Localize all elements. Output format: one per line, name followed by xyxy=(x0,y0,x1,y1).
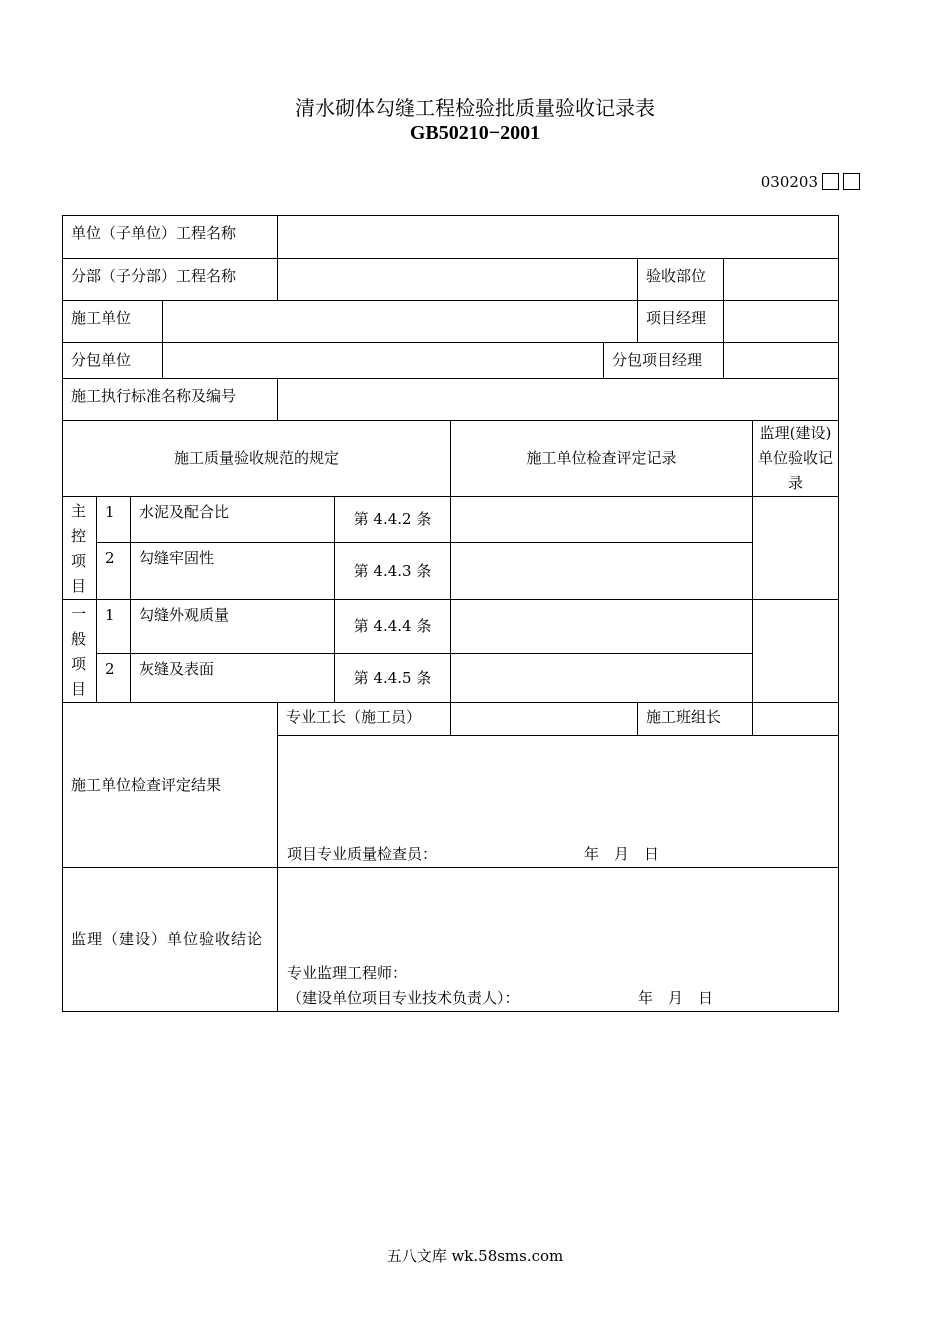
main-item-row-1 xyxy=(63,497,839,543)
general-item-2-no: 2 xyxy=(97,654,131,703)
label-construction-unit: 施工单位 xyxy=(63,301,163,343)
field-team-leader[interactable] xyxy=(753,703,839,736)
row-construction-unit xyxy=(63,301,839,343)
general-item-2-name: 灰缝及表面 xyxy=(131,654,335,703)
general-item-1-name: 勾缝外观质量 xyxy=(131,600,335,654)
footer-watermark: 五八文库 wk.58sms.com xyxy=(386,1247,564,1265)
label-supervision-conclusion: 监理（建设）单位验收结论 xyxy=(63,868,278,1012)
result-date: 年 月 日 xyxy=(584,845,660,863)
general-item-row-2 xyxy=(63,654,839,703)
general-item-1-check[interactable] xyxy=(451,600,753,654)
row-sub-project xyxy=(63,259,839,301)
label-subcontract-unit: 分包单位 xyxy=(63,343,163,379)
row-unit-project xyxy=(63,216,839,259)
general-items-supervision[interactable] xyxy=(753,600,839,703)
main-item-2-clause: 第 4.4.3 条 xyxy=(335,543,451,600)
general-item-2-clause: 第 4.4.5 条 xyxy=(335,654,451,703)
field-unit-project-name[interactable] xyxy=(278,216,839,259)
main-item-row-2 xyxy=(63,543,839,600)
acceptance-form-table xyxy=(62,215,839,1012)
field-sub-project-name[interactable] xyxy=(278,259,638,301)
form-code-box-1[interactable] xyxy=(822,173,839,190)
label-unit-project-name: 单位（子单位）工程名称 xyxy=(63,216,278,259)
general-item-1-no: 1 xyxy=(97,600,131,654)
label-acceptance-part: 验收部位 xyxy=(638,259,724,301)
label-foreman: 专业工长（施工员） xyxy=(278,703,451,736)
conclusion-date: 年 月 日 xyxy=(638,989,714,1007)
label-team-leader: 施工班组长 xyxy=(638,703,753,736)
form-title: 清水砌体勾缝工程检验批质量验收记录表 xyxy=(295,96,655,120)
field-acceptance-part[interactable] xyxy=(724,259,839,301)
label-sub-project-name: 分部（子分部）工程名称 xyxy=(63,259,278,301)
field-standard-name[interactable] xyxy=(278,379,839,421)
conclusion-row xyxy=(63,868,839,1012)
row-subcontract-unit xyxy=(63,343,839,379)
field-subcontract-manager[interactable] xyxy=(724,343,839,379)
row-standard-name xyxy=(63,379,839,421)
header-check-record: 施工单位检查评定记录 xyxy=(451,421,753,497)
main-items-supervision[interactable] xyxy=(753,497,839,600)
result-row-signers xyxy=(63,703,839,736)
general-items-label: 一 般 项 目 xyxy=(63,600,97,703)
header-supervision-record: 监理(建设)单位验收记录 xyxy=(753,421,839,497)
field-foreman[interactable] xyxy=(451,703,638,736)
supervision-conclusion-area[interactable] xyxy=(278,868,839,1012)
field-construction-unit[interactable] xyxy=(163,301,638,343)
form-code-text: 030203 xyxy=(760,173,818,191)
main-item-1-name: 水泥及配合比 xyxy=(131,497,335,543)
label-owner-representative: （建设单位项目专业技术负责人）： xyxy=(287,989,520,1007)
main-item-1-check[interactable] xyxy=(451,497,753,543)
label-standard-name: 施工执行标准名称及编号 xyxy=(63,379,278,421)
field-project-manager[interactable] xyxy=(724,301,839,343)
main-item-2-name: 勾缝牢固性 xyxy=(131,543,335,600)
header-spec: 施工质量验收规范的规定 xyxy=(63,421,451,497)
general-item-2-check[interactable] xyxy=(451,654,753,703)
general-item-row-1 xyxy=(63,600,839,654)
main-item-1-no: 1 xyxy=(97,497,131,543)
label-supervision-engineer: 专业监理工程师： xyxy=(287,964,408,982)
field-subcontract-unit[interactable] xyxy=(163,343,604,379)
label-subcontract-manager: 分包项目经理 xyxy=(604,343,724,379)
main-items-label: 主 控 项 目 xyxy=(63,497,97,600)
main-item-1-clause: 第 4.4.2 条 xyxy=(335,497,451,543)
row-table-header xyxy=(63,421,839,497)
general-item-1-clause: 第 4.4.4 条 xyxy=(335,600,451,654)
form-code-box-2[interactable] xyxy=(843,173,860,190)
label-project-manager: 项目经理 xyxy=(638,301,724,343)
label-quality-inspector: 项目专业质量检查员： xyxy=(287,845,438,863)
main-item-2-no: 2 xyxy=(97,543,131,600)
main-item-2-check[interactable] xyxy=(451,543,753,600)
form-number xyxy=(600,172,860,192)
label-check-result: 施工单位检查评定结果 xyxy=(63,703,278,868)
standard-code: GB50210−2001 xyxy=(409,122,541,144)
check-result-area[interactable] xyxy=(278,736,839,868)
